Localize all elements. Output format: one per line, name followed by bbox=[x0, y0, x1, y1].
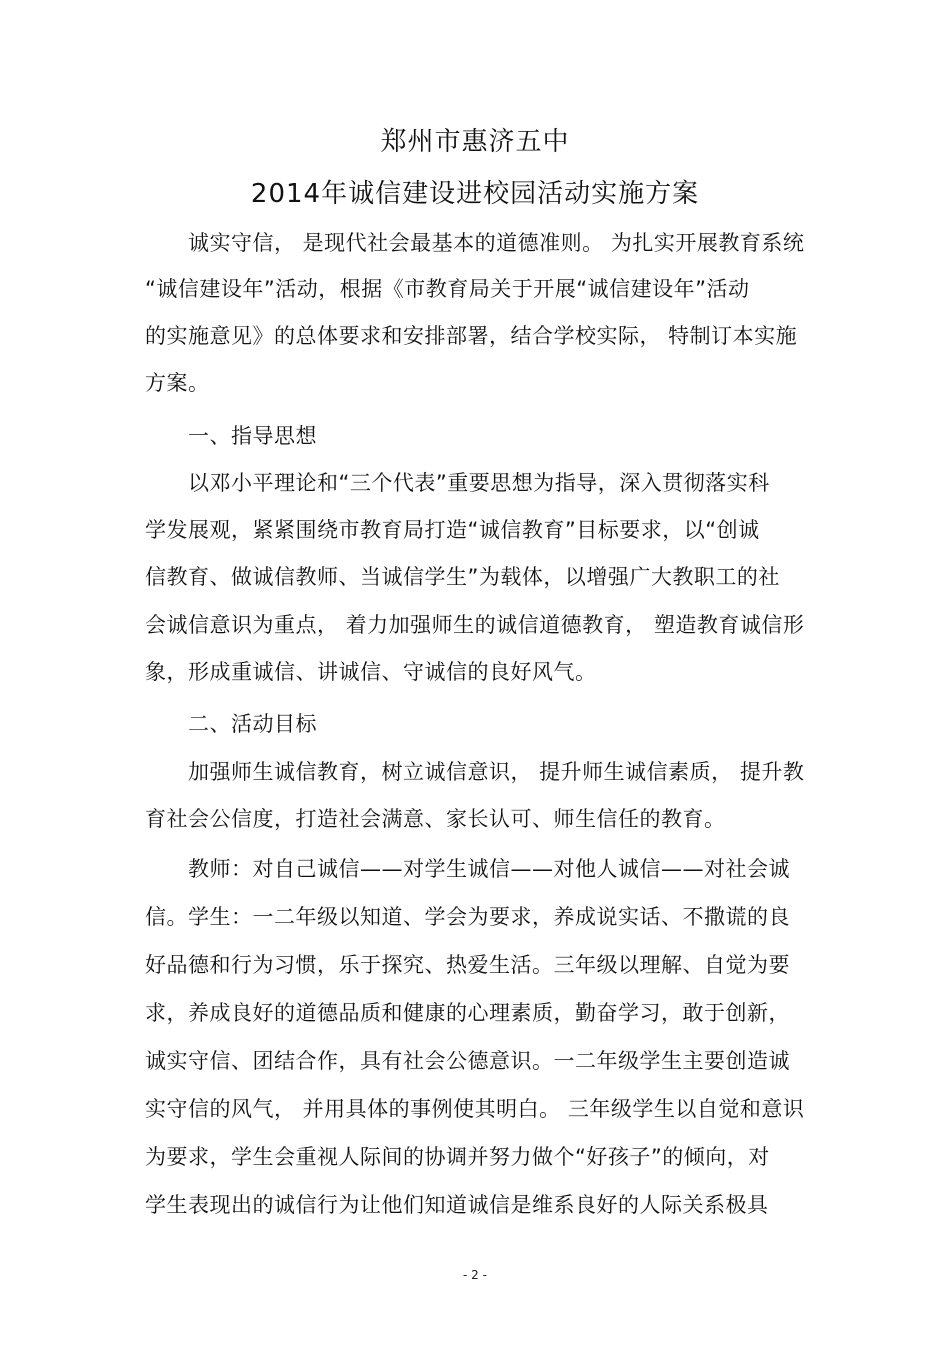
text-line: “诚信建设年”活动，根据《市教育局关于开展“诚信建设年”活动 bbox=[145, 277, 750, 301]
text-line: 诚实守信， 是现代社会最基本的道德准则。 为扎实开展教育系统 bbox=[188, 231, 805, 255]
text-line: 诚实守信、团结合作，具有社会公德意识。一二年级学生主要创造诚 bbox=[145, 1049, 790, 1073]
text-line: 信教育、做诚信教师、当诚信学生”为载体，以增强广大教职工的社 bbox=[145, 565, 780, 589]
section-heading: 二、活动目标 bbox=[188, 712, 317, 736]
text-line: 加强师生诚信教育，树立诚信意识， 提升师生诚信素质， 提升教 bbox=[188, 760, 805, 784]
text-line: 教师：对自己诚信——对学生诚信——对他人诚信——对社会诚 bbox=[188, 857, 790, 881]
text-line: 求，养成良好的道德品质和健康的心理素质，勤奋学习，敢于创新， bbox=[145, 1001, 790, 1025]
text-line: 学发展观，紧紧围绕市教育局打造“诚信教育”目标要求，以“创诚 bbox=[145, 518, 760, 542]
text-line: 育社会公信度，打造社会满意、家长认可、师生信任的教育。 bbox=[145, 807, 726, 831]
page-number: - 2 - bbox=[463, 1268, 487, 1282]
text-line: 信。学生：一二年级以知道、学会为要求，养成说实话、不撒谎的良 bbox=[145, 905, 790, 929]
section-heading: 一、指导思想 bbox=[188, 424, 317, 448]
text-line: 实守信的风气， 并用具体的事例使其明白。 三年级学生以自觉和意识 bbox=[145, 1097, 805, 1121]
text-line: 象，形成重诚信、讲诚信、守诚信的良好风气。 bbox=[145, 660, 597, 684]
text-line: 为要求，学生会重视人际间的协调并努力做个“好孩子”的倾向，对 bbox=[145, 1145, 770, 1169]
text-line: 好品德和行为习惯，乐于探究、热爱生活。三年级以理解、自觉为要 bbox=[145, 953, 790, 977]
document-title-school: 郑州市惠济五中 bbox=[380, 127, 570, 157]
text-line: 会诚信意识为重点， 着力加强师生的诚信道德教育， 塑造教育诚信形 bbox=[145, 613, 805, 637]
text-line: 学生表现出的诚信行为让他们知道诚信是维系良好的人际关系极具 bbox=[145, 1193, 769, 1217]
text-line: 的实施意见》的总体要求和安排部署，结合学校实际， 特制订本实施 bbox=[145, 324, 798, 348]
text-line: 方案。 bbox=[145, 371, 210, 395]
document-title-plan: 2014年诚信建设进校园活动实施方案 bbox=[250, 179, 700, 209]
text-line: 以邓小平理论和“三个代表”重要思想为指导，深入贯彻落实科 bbox=[188, 471, 770, 495]
